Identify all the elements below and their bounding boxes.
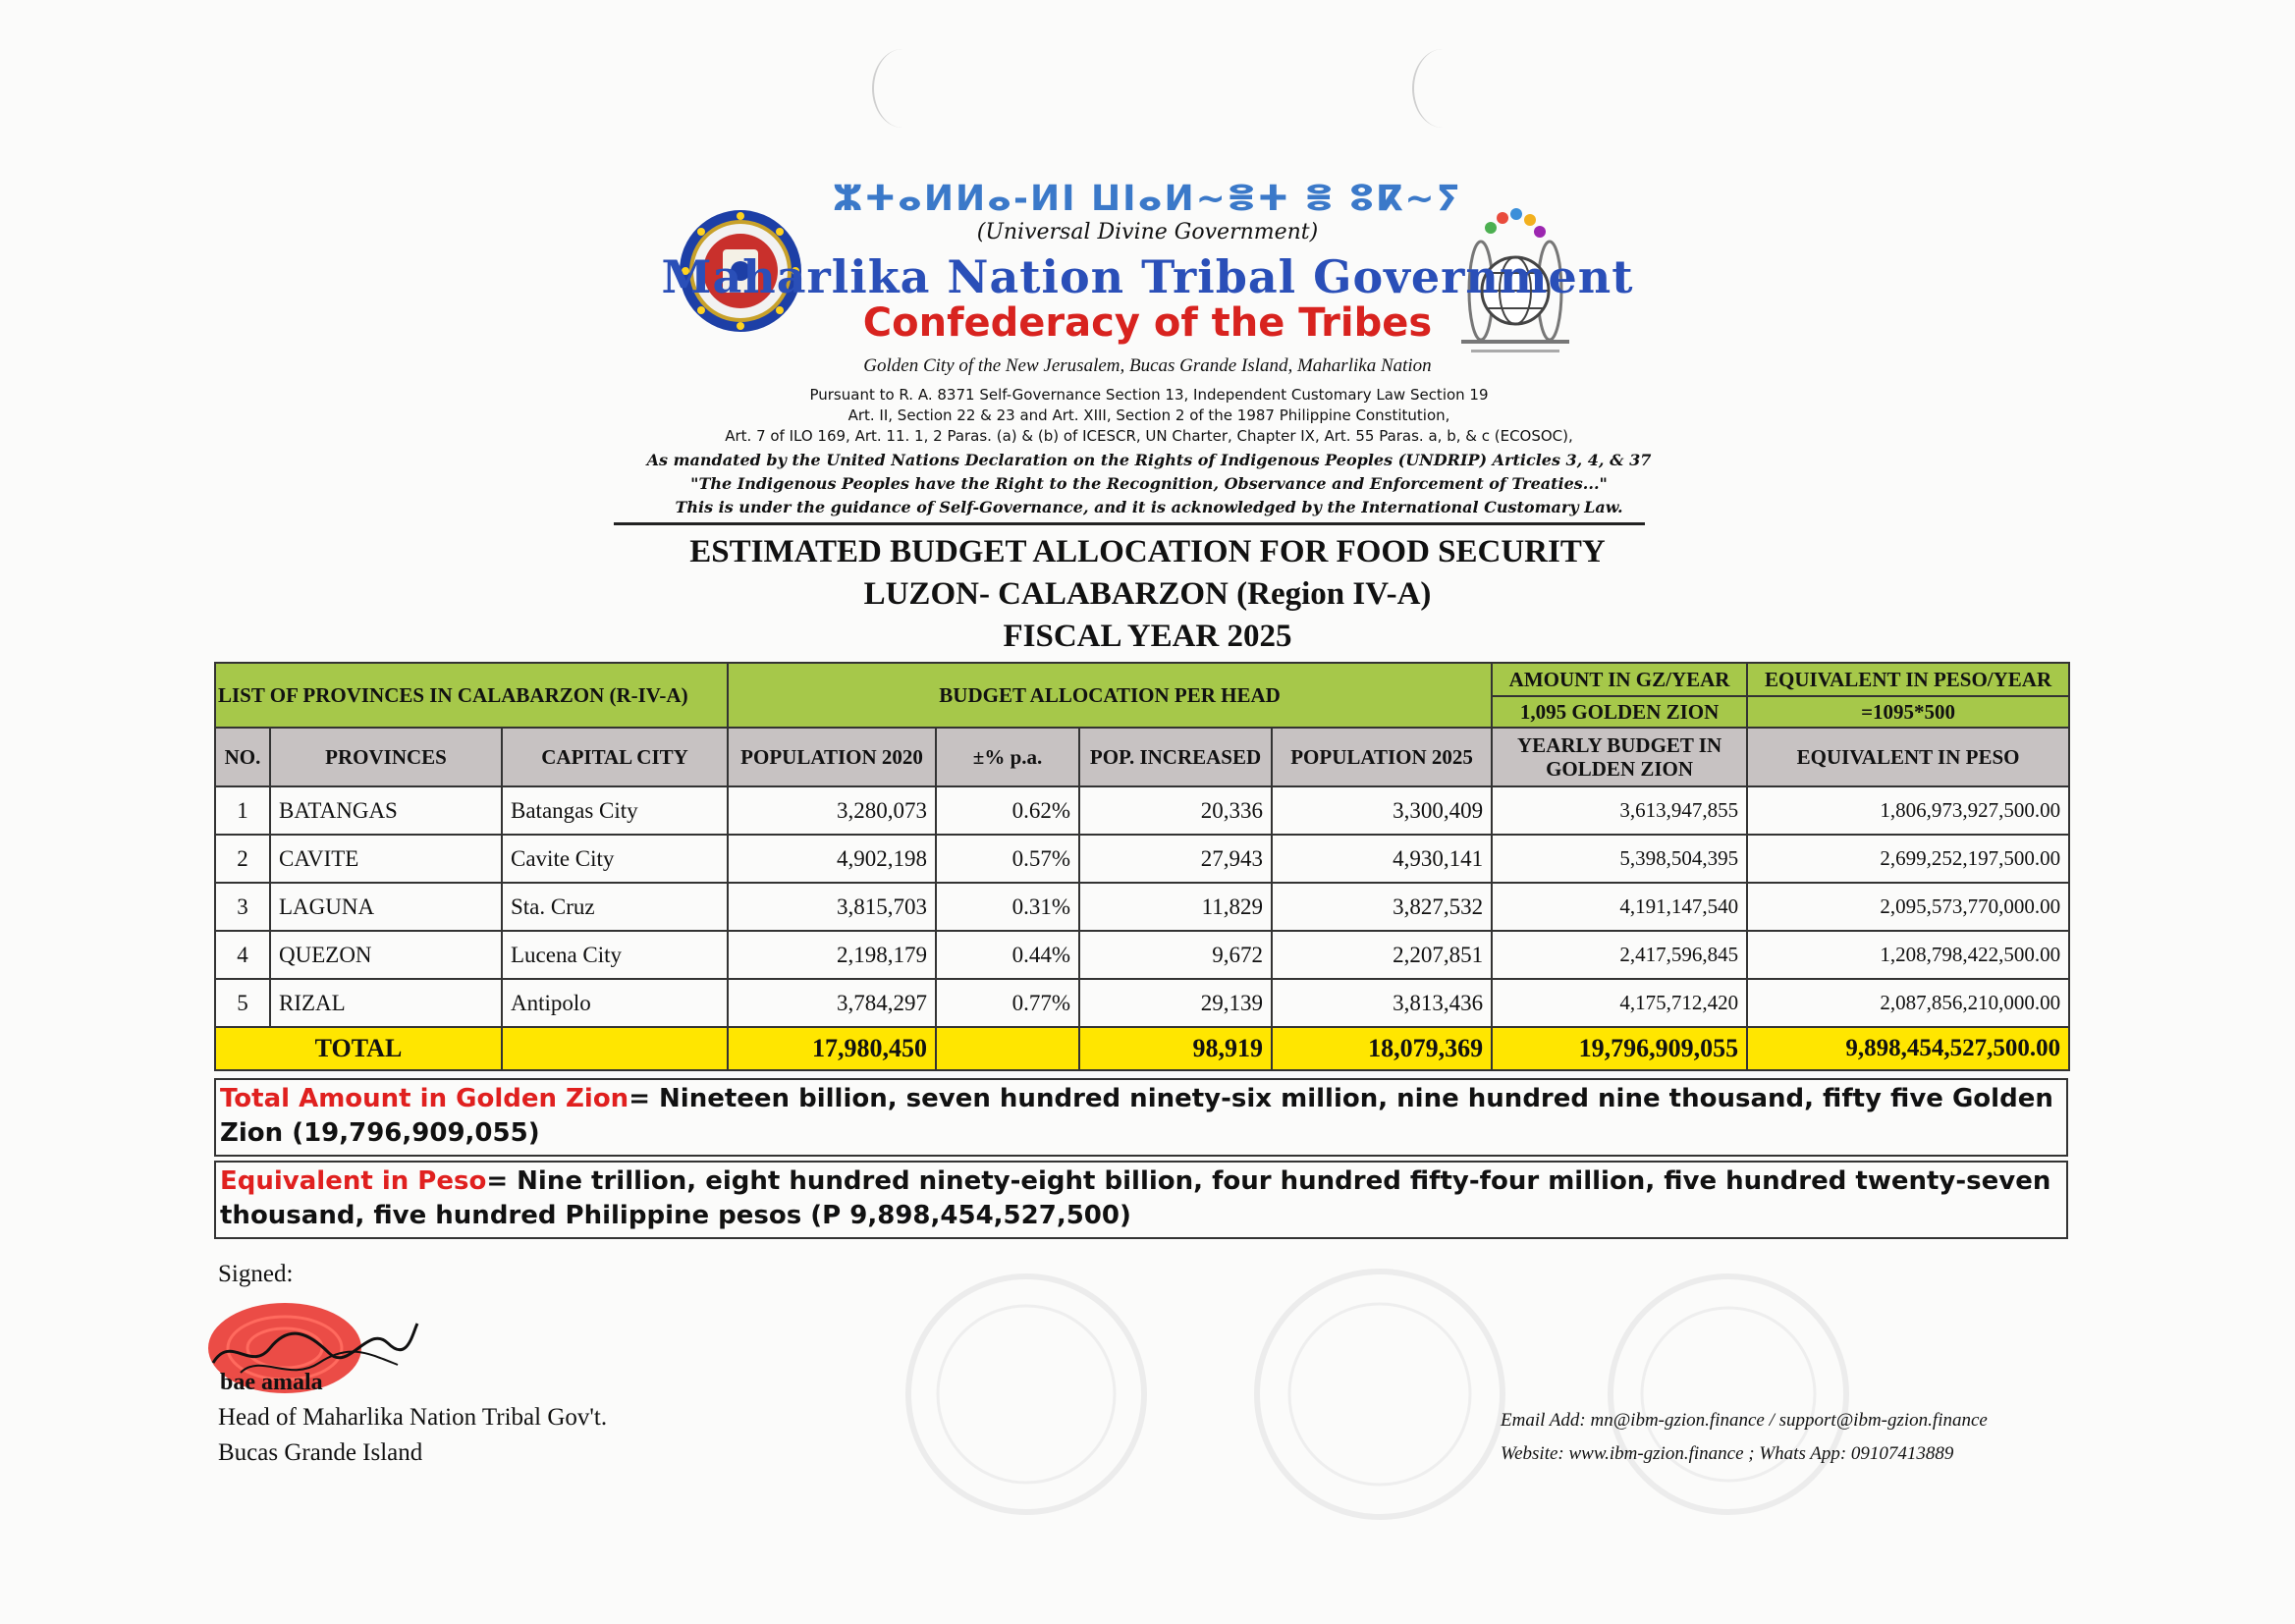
total-row — [215, 1027, 2069, 1070]
punch-hole — [1412, 49, 1473, 128]
yearly-budget-gz: 5,398,504,395 — [1492, 835, 1747, 883]
population-2025: 3,827,532 — [1272, 883, 1492, 931]
document-title: ESTIMATED BUDGET ALLOCATION FOR FOOD SECURITY — [689, 534, 1606, 569]
row-number: 4 — [215, 931, 270, 979]
growth-rate: 0.62% — [936, 786, 1079, 835]
group-header-budget: BUDGET ALLOCATION PER HEAD — [728, 663, 1492, 728]
legal-line: Pursuant to R. A. 8371 Self-Governance Section 13, Independent Customary Law Section 19 — [809, 386, 1489, 404]
column-header: EQUIVALENT IN PESO — [1747, 728, 2069, 786]
population-2020: 4,902,198 — [728, 835, 936, 883]
total-gz-words: = Nineteen billion, seven hundred ninety-six million, nine hundred nine thousand, fifty five Golden Zion (19,796,909,055) — [220, 1084, 2053, 1148]
column-header: ±% p.a. — [936, 728, 1079, 786]
total-empty-cell — [936, 1027, 1079, 1070]
punch-hole — [872, 49, 933, 128]
table-row — [215, 835, 2069, 883]
confederacy-heading: Confederacy of the Tribes — [862, 300, 1433, 346]
contact-email: Email Add: mn@ibm-gzion.finance / support@ibm-gzion.finance — [1501, 1410, 1988, 1431]
embossed-seals — [864, 1247, 2052, 1542]
column-header: NO. — [215, 728, 270, 786]
table-row — [215, 979, 2069, 1027]
legal-italic-line: As mandated by the United Nations Declaration on the Rights of Indigenous Peoples (UNDRIP) Articles 3, 4, & 37 — [646, 451, 1652, 469]
signatory-name: bae amala — [220, 1370, 323, 1395]
row-number: 3 — [215, 883, 270, 931]
column-header: CAPITAL CITY — [502, 728, 728, 786]
signatory-title: Head of Maharlika Nation Tribal Gov't. — [218, 1404, 608, 1431]
row-number: 2 — [215, 835, 270, 883]
document-subtitle: LUZON- CALABARZON (Region IV-A) — [863, 576, 1432, 612]
glyph-heading: ⵣⵜⴰⵍⵍⴰ-ⵍⵏ ⵡⵏⴰⵍ~ⴻⵜ ⴻ ⵓⴽ~ⵢ — [832, 179, 1463, 219]
equivalent-peso: 1,208,798,422,500.00 — [1747, 931, 2069, 979]
table-row — [215, 931, 2069, 979]
population-2025: 3,813,436 — [1272, 979, 1492, 1027]
population-increase: 9,672 — [1079, 931, 1272, 979]
province-name: RIZAL — [270, 979, 502, 1027]
province-name: CAVITE — [270, 835, 502, 883]
population-2025: 3,300,409 — [1272, 786, 1492, 835]
capital-city: Lucena City — [502, 931, 728, 979]
table-row — [215, 883, 2069, 931]
capital-city: Sta. Cruz — [502, 883, 728, 931]
equivalent-peso: 2,095,573,770,000.00 — [1747, 883, 2069, 931]
capital-city: Antipolo — [502, 979, 728, 1027]
budget-table — [214, 662, 2070, 1071]
total-population-2025: 18,079,369 — [1272, 1027, 1492, 1070]
organization-name: Maharlika Nation Tribal Government — [661, 250, 1634, 303]
column-header: PROVINCES — [270, 728, 502, 786]
growth-rate: 0.77% — [936, 979, 1079, 1027]
column-header: POPULATION 2025 — [1272, 728, 1492, 786]
total-gz-label: Total Amount in Golden Zion — [220, 1084, 629, 1113]
total-peso-words-box — [214, 1161, 2068, 1239]
total-empty-cell — [502, 1027, 728, 1070]
group-header-equiv-peso: EQUIVALENT IN PESO/YEAR — [1747, 663, 2069, 696]
total-budget-gz: 19,796,909,055 — [1492, 1027, 1747, 1070]
growth-rate: 0.57% — [936, 835, 1079, 883]
population-increase: 27,943 — [1079, 835, 1272, 883]
population-2025: 4,930,141 — [1272, 835, 1492, 883]
table-row — [215, 786, 2069, 835]
equivalent-peso: 2,699,252,197,500.00 — [1747, 835, 2069, 883]
total-population-increase: 98,919 — [1079, 1027, 1272, 1070]
government-subtitle: (Universal Divine Government) — [976, 220, 1319, 244]
signatory-place: Bucas Grande Island — [218, 1439, 423, 1466]
population-increase: 11,829 — [1079, 883, 1272, 931]
group-subheader-amount-gz: 1,095 GOLDEN ZION — [1492, 696, 1747, 728]
legal-italic-line: "The Indigenous Peoples have the Right to the Recognition, Observance and Enforcement of Treaties..." — [690, 474, 1608, 493]
yearly-budget-gz: 2,417,596,845 — [1492, 931, 1747, 979]
total-gz-words-box — [214, 1078, 2068, 1157]
total-label: TOTAL — [215, 1027, 502, 1070]
column-header: POPULATION 2020 — [728, 728, 936, 786]
yearly-budget-gz: 4,175,712,420 — [1492, 979, 1747, 1027]
yearly-budget-gz: 3,613,947,855 — [1492, 786, 1747, 835]
row-number: 5 — [215, 979, 270, 1027]
population-2020: 3,784,297 — [728, 979, 936, 1027]
column-header: YEARLY BUDGET IN GOLDEN ZION — [1492, 728, 1747, 786]
total-peso-words: = Nine trillion, eight hundred ninety-eight billion, four hundred fifty-four million, five hundred twenty-seven thousand, five hundred Philippine pesos (P 9,898,454,527,500) — [220, 1166, 2051, 1230]
legal-italic-line: This is under the guidance of Self-Governance, and it is acknowledged by the International Customary Law. — [675, 498, 1623, 516]
equivalent-peso: 2,087,856,210,000.00 — [1747, 979, 2069, 1027]
capital-city: Batangas City — [502, 786, 728, 835]
equivalent-peso: 1,806,973,927,500.00 — [1747, 786, 2069, 835]
fiscal-year: FISCAL YEAR 2025 — [1003, 619, 1292, 654]
group-header-amount-gz: AMOUNT IN GZ/YEAR — [1492, 663, 1747, 696]
legal-line: Art. II, Section 22 & 23 and Art. XIII, Section 2 of the 1987 Philippine Constitution, — [847, 406, 1450, 424]
signed-label: Signed: — [218, 1261, 294, 1287]
province-name: LAGUNA — [270, 883, 502, 931]
total-peso-label: Equivalent in Peso — [220, 1166, 487, 1196]
yearly-budget-gz: 4,191,147,540 — [1492, 883, 1747, 931]
population-2025: 2,207,851 — [1272, 931, 1492, 979]
growth-rate: 0.44% — [936, 931, 1079, 979]
capital-city: Cavite City — [502, 835, 728, 883]
header-divider — [614, 522, 1645, 525]
population-increase: 29,139 — [1079, 979, 1272, 1027]
total-equivalent-peso: 9,898,454,527,500.00 — [1747, 1027, 2069, 1070]
population-increase: 20,336 — [1079, 786, 1272, 835]
province-name: BATANGAS — [270, 786, 502, 835]
growth-rate: 0.31% — [936, 883, 1079, 931]
province-name: QUEZON — [270, 931, 502, 979]
population-2020: 3,280,073 — [728, 786, 936, 835]
population-2020: 2,198,179 — [728, 931, 936, 979]
group-subheader-equiv-peso: =1095*500 — [1747, 696, 2069, 728]
legal-line: Art. 7 of ILO 169, Art. 11. 1, 2 Paras. (a) & (b) of ICESCR, UN Charter, Chapter IX, Art. 55 Paras. a, b, & c (ECOSOC), — [725, 427, 1573, 445]
location-line: Golden City of the New Jerusalem, Bucas Grande Island, Maharlika Nation — [863, 355, 1432, 376]
row-number: 1 — [215, 786, 270, 835]
contact-website: Website: www.ibm-gzion.finance ; Whats App: 09107413889 — [1501, 1443, 1954, 1464]
group-header-provinces: LIST OF PROVINCES IN CALABARZON (R-IV-A) — [215, 663, 728, 728]
total-population-2020: 17,980,450 — [728, 1027, 936, 1070]
column-header: POP. INCREASED — [1079, 728, 1272, 786]
population-2020: 3,815,703 — [728, 883, 936, 931]
